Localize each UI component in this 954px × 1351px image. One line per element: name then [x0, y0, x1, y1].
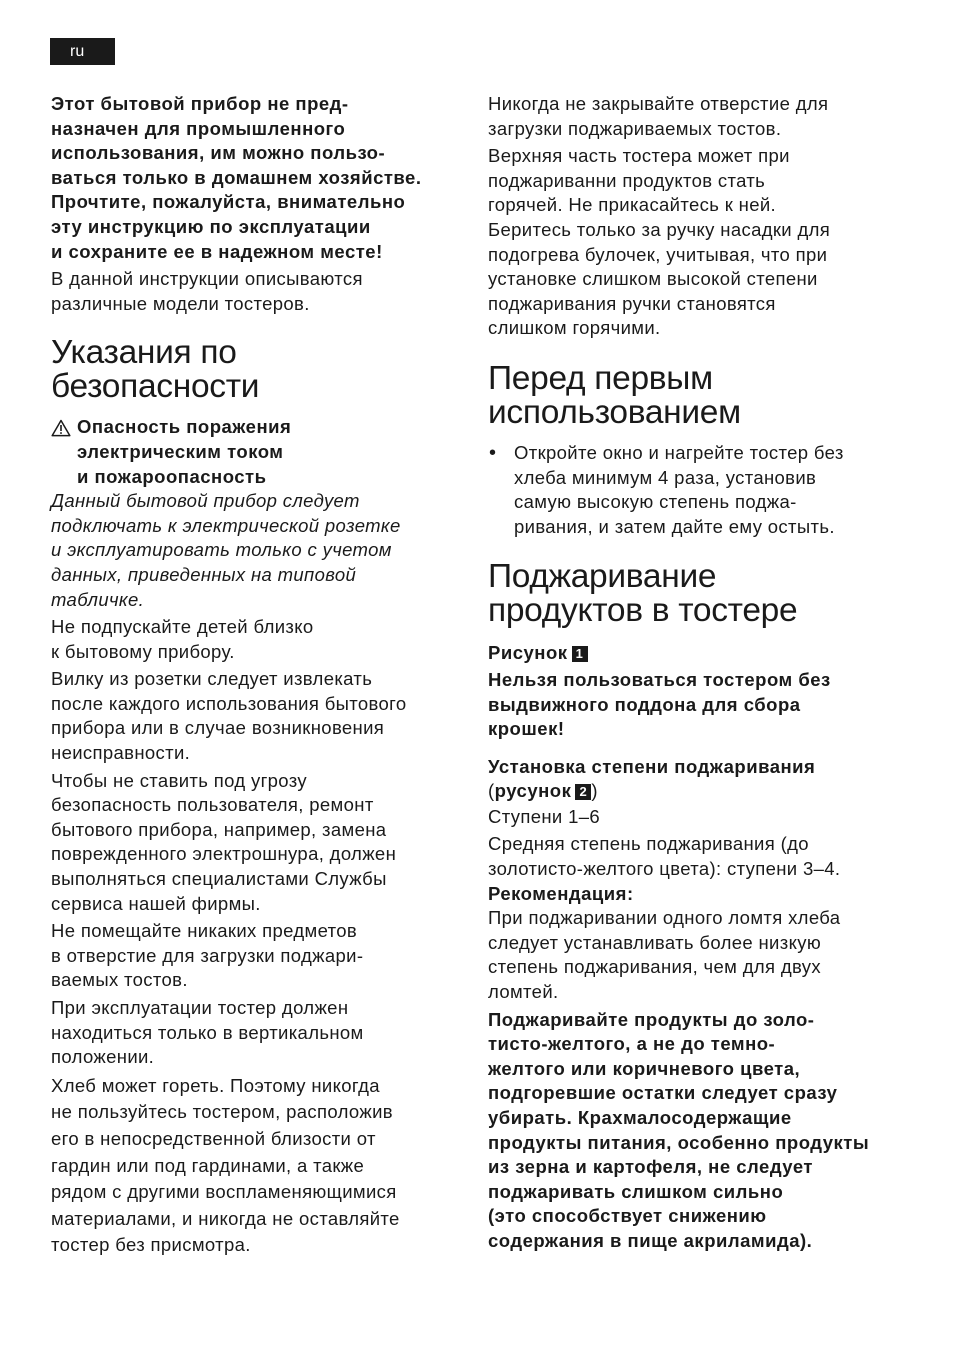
recommendation-text: При поджаривании одного ломтя хлеба следует устанавливать более низкую степень поджаривания, чем для двух ломтей. — [488, 907, 841, 1003]
acrylamide-warning: Поджаривайте продукты до золо- тисто-желтого, а не до темно- желтого или коричневого цвета, подгоревшие остатки следует сразу убирать. Крахмалосодержащие продукты питания, особенно продукты из зерна и картофеля, не следует поджаривать слишком сильно (это способствует снижению содержания в пище акриламида). — [488, 1008, 870, 1251]
paragraph-opening: Никогда не закрывайте отверстие для загрузки поджариваемых тостов. — [488, 93, 829, 139]
safety-heading: Указания по безопасности — [51, 334, 260, 406]
figure-1-reference: Рисунок 1 — [488, 641, 913, 666]
no-tray-warning: Нельзя пользоваться тостером без выдвижного поддона для сбора крошек! — [488, 668, 831, 740]
safety-paragraph-objects: Не помещайте никаких предметов в отверстие для загрузки поджари- ваемых тостов. — [51, 920, 364, 991]
figure-number-badge: 1 — [572, 646, 588, 662]
recommendation-title: Рекомендация: — [488, 882, 634, 904]
left-column — [51, 92, 471, 1259]
language-tag: ru — [50, 38, 115, 65]
safety-paragraph-plug: Вилку из розетки следует извлекать после каждого использования бытового прибора или в случае возникновения неисправности. — [51, 668, 407, 764]
paragraph-hot-top: Верхняя часть тостера может при поджариванни продуктов стать горячей. Не прикасайтесь к ней. Беритесь только за ручку насадки для подогрева булочек, учитывая, что при установке слишком высокой степени поджаривания ручки становятся слишком горячими. — [488, 145, 831, 339]
right-column — [488, 92, 913, 1254]
safety-paragraph-fire: Хлеб может гореть. Поэтому никогда не пользуйтесь тостером, расположив его в непосредственной близости от гардин или под гардинами, а также рядом с другими воспламеняющимися материалами, и никогда не оставляйте тостер без присмотра. — [51, 1074, 400, 1256]
toasting-heading: Поджаривание продуктов в тостере — [488, 558, 798, 630]
electric-warning — [51, 415, 471, 489]
intro-regular: В данной инструкции описываются различные модели тостеров. — [51, 268, 363, 314]
list-item: • Откройте окно и нагрейте тостер без хлеба минимум 4 раза, установив самую высокую степень поджа- ривания, и затем дайте ему остыть. — [488, 441, 913, 539]
setting-title: Установка степени поджаривания (русунок 2 ) — [488, 755, 816, 802]
warning-title: Опасность поражения электрическим током и пожароопасность — [77, 416, 292, 487]
safety-paragraph-children: Не подпускайте детей близко к бытовому прибору. — [51, 616, 314, 662]
warning-italic-text: Данный бытовой прибор следует подключать к электрической розетке и эксплуатировать только с учетом данных, приведенных на типовой табличке. — [51, 490, 401, 610]
warning-triangle-icon — [51, 419, 73, 442]
safety-paragraph-repair: Чтобы не ставить под угрозу безопасность пользователя, ремонт бытового прибора, например, замена поврежденного электрошнура, должен выполняться специалистами Службы сервиса нашей фирмы. — [51, 769, 397, 914]
intro-bold: Этот бытовой прибор не пред- назначен для промышленного использования, им можно пользо- ваться только в домашнем хозяйстве. Прочтите, пожалуйста, внимательно эту инструкцию по эксплуатации и сохраните ее в надежном месте! — [51, 93, 422, 262]
figure-number-badge: 2 — [575, 784, 591, 800]
before-first-use-heading: Перед первым использованием — [488, 359, 741, 431]
safety-paragraph-vertical: При эксплуатации тостер должен находиться только в вертикальном положении. — [51, 997, 364, 1068]
steps-range: Ступени 1–6 — [488, 805, 601, 827]
medium-setting: Средняя степень поджаривания (до золотисто-желтого цвета): ступени 3–4. — [488, 833, 841, 880]
before-first-use-list — [488, 441, 913, 539]
